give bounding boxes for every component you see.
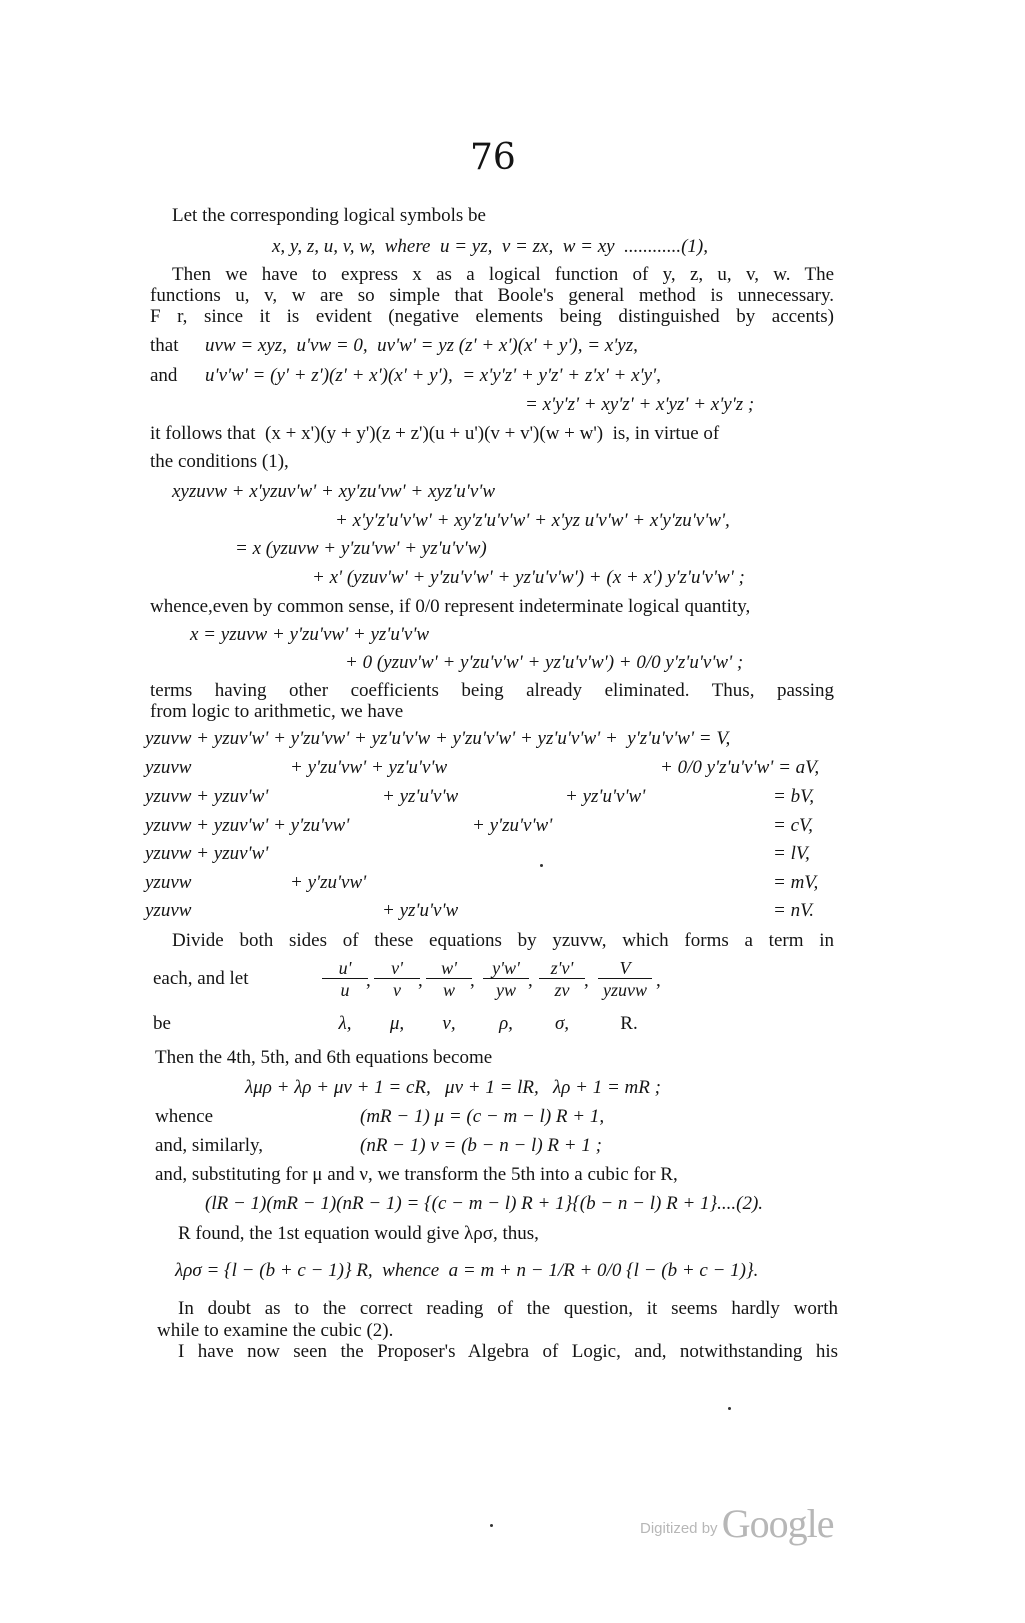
- text-line: it follows that (x + x')(y + y')(z + z')(u + u')(v + v')(w + w') is, in virtue of: [150, 423, 720, 444]
- fraction: u' u: [316, 958, 374, 1001]
- book-page: 76 Let the corresponding logical symbols be x, y, z, u, v, w, where u = yz, v = zx, w = xy ............(1), Then we have to express x as a logical function of y, z, u, v, w. The functions u, v, w are so simple that Boole's general method is unnecessary. F r, since it is evident (negative elements being distinguished by accents) that uvw = xyz, u'vw = 0, uv'w' = yz (z' + x')(x' + y'), = x'yz, and u'v'w' = (y' + z')(z' + x')(x' + y'), = x'y'z' + y'z' + z'x' + x'y', = x'y'z' + xy'z' + x'yz' + x'y'z ; it follows that (x + x')(y + y')(z + z')(u + u')(v + v')(w + w') is, in virtue of the conditions (1), xyzuvw + x'yzuv'w' + xy'zu'vw' + xyz'u'v'w + x'y'z'u'v'w' + xy'z'u'v'w' + x'yz u'v'w' + x'y'zu'v'w', = x (yzuvw + y'zu'vw' + yz'u'v'w) + x' (yzuv'w' + y'zu'v'w' + yz'u'v'w') + (x + x') y'z'u'v'w' ; whence,even by common sense, if 0/0 represent indeterminate logical quantity, x = yzuvw + y'zu'vw' + yz'u'v'w + 0 (yzuv'w' + y'zu'v'w' + yz'u'v'w') + 0/0 y'z'u'v'w' ; terms having other coefficients being already eliminated. Thus, passing from logic to arithmetic, we have yzuvw + yzuv'w' + y'zu'vw' + yz'u'v'w + y'zu'v'w' + yz'u'v'w' + y'z'u'v'w' = V, yzuvw + y'zu'vw' + yz'u'v'w + 0/0 y'z'u'v'w' = aV, yzuvw + yzuv'w' + yz'u'v'w + yz'u'v'w' = bV, yzuvw + yzuv'w' + y'zu'vw' + y'zu'v'w' = cV, yzuvw + yzuv'w' = lV, yzuvw + y'zu'vw' = mV, yzuvw + yz'u'v'w = nV. Divide both sides of these equations by yzuvw, which forms a term in each, and let u' u , v' v , w' w , y'w' yw , z'v' zv , V yzuvw , be λ, μ, ν, ρ, σ, R. Then the 4th, 5th, and 6th equations become λμρ + λρ + μν + 1 = cR, μν + 1 = lR, λρ + 1 = mR ; whence (mR − 1) μ = (c − m − l) R + 1, and, similarly, (nR − 1) ν = (b − n − l) R + 1 ; and, substituting for μ and ν, we transform the 5th into a cubic for R, (lR − 1)(mR − 1)(nR − 1) = {(c − m − l) R + 1}{(b − n − l) R + 1}....(2). R found, the 1st equation would give λρσ, thus, λρσ = {l − (b + c − 1)} R, whence a = m + n − 1/R + 0/0 {l − (b + c − 1)}. In doubt as to the correct reading of the question, it seems hardly worth while to examine the cubic (2). I have now seen the Proposer's Algebra of Logic, and, notwithstanding his Digitized by Google: [145, 137, 838, 1546]
- ink-speck: [728, 1407, 731, 1410]
- fraction: v' v: [368, 958, 426, 1001]
- text-line: that: [150, 335, 179, 356]
- text-line: I have now seen the Proposer's Algebra of Logic, and, notwithstanding his: [178, 1341, 838, 1362]
- text-line: and, similarly,: [155, 1135, 263, 1156]
- system-row-label: yzuvw: [145, 872, 192, 893]
- page-number: 76: [470, 137, 516, 178]
- system-row-label: yzuvw + yzuv'w' + y'zu'vw': [145, 815, 350, 836]
- text-line: functions u, v, w are so simple that Boole's general method is unnecessary.: [150, 285, 834, 306]
- system-row-label: yzuvw + yzuv'w': [145, 786, 269, 807]
- system-row-term: + y'zu'vw' + yz'u'v'w: [290, 757, 448, 778]
- equation-line: u'v'w' = (y' + z')(z' + x')(x' + y'), = x'y'z' + y'z' + z'x' + x'y',: [205, 365, 661, 386]
- text-line: from logic to arithmetic, we have: [150, 701, 404, 722]
- symbol: ρ,: [499, 1013, 513, 1034]
- equation-line: + x'y'z'u'v'w' + xy'z'u'v'w' + x'yz u'v'w' + x'y'zu'v'w',: [335, 510, 730, 531]
- text-line: while to examine the cubic (2).: [157, 1320, 394, 1341]
- fraction: w' w: [420, 958, 478, 1001]
- system-row-rhs: = cV,: [773, 815, 813, 836]
- equation-line: + 0 (yzuv'w' + y'zu'v'w' + yz'u'v'w') + 0/0 y'z'u'v'w' ;: [345, 652, 744, 673]
- system-row-term: + yz'u'v'w: [382, 786, 459, 807]
- symbol: σ,: [554, 1013, 570, 1034]
- symbol: R.: [620, 1013, 638, 1034]
- text-line: whence: [155, 1106, 214, 1127]
- equation-line: x, y, z, u, v, w, where u = yz, v = zx, w = xy ............(1),: [272, 236, 708, 257]
- ink-speck: [540, 864, 543, 867]
- equation-line: (nR − 1) ν = (b − n − l) R + 1 ;: [360, 1135, 602, 1156]
- text-line: Divide both sides of these equations by yzuvw, which forms a term in: [172, 930, 834, 951]
- text-line: whence,even by common sense, if 0/0 represent indeterminate logical quantity,: [150, 596, 751, 617]
- text-line: be: [153, 1013, 171, 1034]
- text-line: Let the corresponding logical symbols be: [172, 205, 486, 226]
- text-line: each, and let: [153, 968, 249, 989]
- equation-line: λρσ = {l − (b + c − 1)} R, whence a = m + n − 1/R + 0/0 {l − (b + c − 1)}.: [175, 1260, 759, 1281]
- equation-line: = x'y'z' + xy'z' + x'yz' + x'y'z ;: [525, 394, 755, 415]
- equation-line: (mR − 1) μ = (c − m − l) R + 1,: [360, 1106, 605, 1127]
- fraction: V yzuvw: [592, 958, 658, 1001]
- system-row-term: + yz'u'v'w: [382, 900, 459, 921]
- system-row-rhs: = lV,: [773, 843, 810, 864]
- text-line: In doubt as to the correct reading of the question, it seems hardly worth: [178, 1298, 838, 1319]
- symbol: λ,: [338, 1013, 352, 1034]
- google-watermark: Digitized by Google: [640, 1501, 834, 1546]
- equation-line: = x (yzuvw + y'zu'vw' + yz'u'v'w): [235, 538, 487, 559]
- equation-line: + x' (yzuv'w' + y'zu'v'w' + yz'u'v'w') + (x + x') y'z'u'v'w' ;: [312, 567, 745, 588]
- symbol: μ,: [389, 1013, 405, 1034]
- equation-line: yzuvw + yzuv'w' + y'zu'vw' + yz'u'v'w + y'zu'v'w' + yz'u'v'w' + y'z'u'v'w' = V,: [145, 728, 731, 749]
- system-row-label: yzuvw + yzuv'w': [145, 843, 269, 864]
- text-line: Then the 4th, 5th, and 6th equations become: [155, 1047, 493, 1068]
- system-row-label: yzuvw: [145, 757, 192, 778]
- symbol: ν,: [442, 1013, 456, 1034]
- system-row-rhs: = mV,: [773, 872, 819, 893]
- text-line: the conditions (1),: [150, 451, 289, 472]
- fraction: y'w' yw: [477, 958, 535, 1001]
- text-line: and: [150, 365, 178, 386]
- system-row-label: yzuvw: [145, 900, 192, 921]
- text-line: F r, since it is evident (negative elements being distinguished by accents): [150, 306, 834, 327]
- fraction: z'v' zv: [533, 958, 591, 1001]
- text-line: terms having other coefficients being already eliminated. Thus, passing: [150, 680, 834, 701]
- system-row-rhs: = bV,: [773, 786, 814, 807]
- system-row-term: + y'zu'v'w': [472, 815, 553, 836]
- system-row-term: + yz'u'v'w': [565, 786, 646, 807]
- text-line: and, substituting for μ and ν, we transform the 5th into a cubic for R,: [155, 1164, 678, 1185]
- equation-line: uvw = xyz, u'vw = 0, uv'w' = yz (z' + x')(x' + y'), = x'yz,: [205, 335, 638, 356]
- system-row-rhs: = nV.: [773, 900, 814, 921]
- equation-line: x = yzuvw + y'zu'vw' + yz'u'v'w: [190, 624, 430, 645]
- system-row-rhs: + 0/0 y'z'u'v'w' = aV,: [660, 757, 820, 778]
- system-row-term: + y'zu'vw': [290, 872, 367, 893]
- text-line: R found, the 1st equation would give λρσ, thus,: [178, 1223, 539, 1244]
- equation-line: xyzuvw + x'yzuv'w' + xy'zu'vw' + xyz'u'v'w: [172, 481, 495, 502]
- text-line: Then we have to express x as a logical function of y, z, u, v, w. The: [172, 264, 834, 285]
- equation-line: λμρ + λρ + μν + 1 = cR, μν + 1 = lR, λρ + 1 = mR ;: [245, 1077, 661, 1098]
- equation-line: (lR − 1)(mR − 1)(nR − 1) = {(c − m − l) R + 1}{(b − n − l) R + 1}....(2).: [205, 1193, 764, 1214]
- ink-speck: [490, 1524, 493, 1527]
